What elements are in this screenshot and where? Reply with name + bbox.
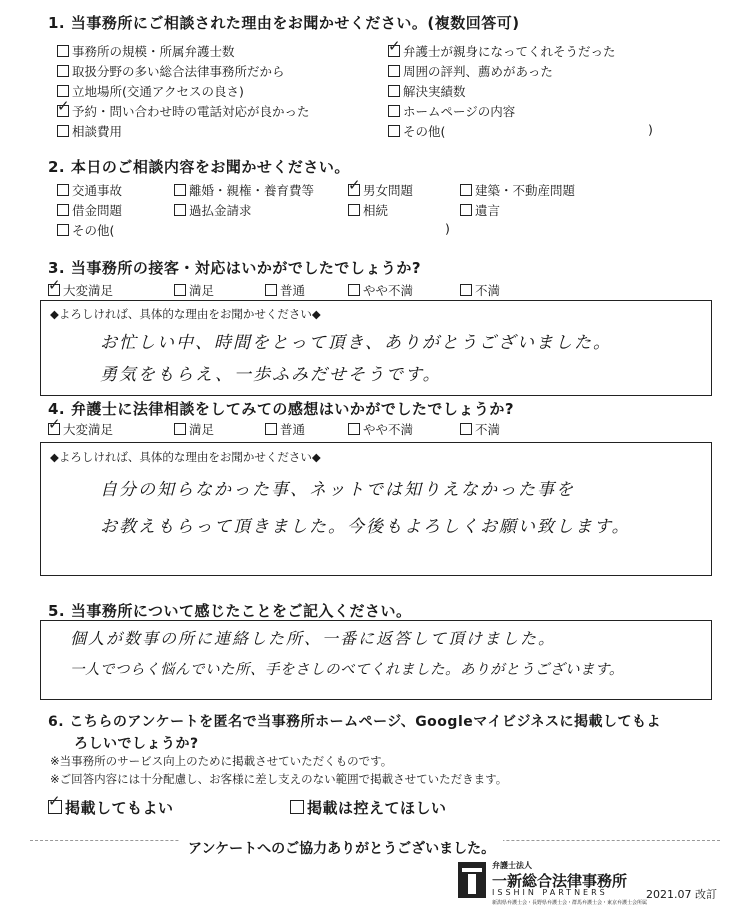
q2-option-overpayment[interactable] <box>174 201 252 219</box>
q1-option-other[interactable] <box>388 122 445 140</box>
checkbox-icon[interactable] <box>57 224 69 236</box>
q3-hint: ◆よろしければ、具体的な理由をお聞かせください◆ <box>50 307 321 321</box>
option-label: 解決実績数 <box>403 84 466 99</box>
q4-option-satisfied[interactable] <box>174 420 214 438</box>
option-label: 掲載は控えてほしい <box>307 799 447 817</box>
q1-option-results[interactable] <box>388 82 466 100</box>
checkbox-icon[interactable] <box>174 423 186 435</box>
q5-answer-line-2: 一人でつらく悩んでいた所、手をさしのべてくれました。ありがとうございます。 <box>70 662 624 678</box>
q1-option-homepage[interactable] <box>388 102 515 120</box>
option-label: 大変満足 <box>63 422 114 437</box>
checkbox-icon[interactable] <box>174 204 186 216</box>
option-label: 借金問題 <box>72 203 123 218</box>
checkbox-icon[interactable] <box>265 284 277 296</box>
option-label: やや不満 <box>363 283 414 298</box>
option-label: 周囲の評判、薦めがあった <box>403 64 553 79</box>
option-label: 男女問題 <box>363 183 414 198</box>
q1-other-close: ) <box>648 122 653 137</box>
checkbox-icon[interactable] <box>57 85 69 97</box>
checkbox-checked-icon[interactable] <box>348 184 360 196</box>
q4-answer-line-2: お教えもらって頂きました。今後もよろしくお願い致します。 <box>100 517 631 537</box>
option-label: 普通 <box>280 422 306 437</box>
q4-option-neutral[interactable] <box>265 420 305 438</box>
checkbox-icon[interactable] <box>290 800 304 814</box>
checkbox-icon[interactable] <box>388 65 400 77</box>
option-label: 事務所の規模・所属弁護士数 <box>72 44 235 59</box>
q3-option-neutral[interactable] <box>265 281 305 299</box>
revision-date: 2021.07 改訂 <box>646 888 717 901</box>
q2-option-other[interactable] <box>57 221 114 239</box>
option-label: 満足 <box>189 422 215 437</box>
option-label: 相続 <box>363 203 389 218</box>
option-label: 弁護士が親身になってくれそうだった <box>403 44 616 59</box>
option-label: 相談費用 <box>72 124 123 139</box>
checkbox-icon[interactable] <box>348 204 360 216</box>
checkbox-checked-icon[interactable] <box>48 800 62 814</box>
option-label: その他( <box>403 124 446 139</box>
option-label: 遺言 <box>475 203 501 218</box>
checkbox-icon[interactable] <box>57 125 69 137</box>
checkbox-icon[interactable] <box>57 65 69 77</box>
firm-name: 一新総合法律事務所 <box>492 872 628 890</box>
option-label: 取扱分野の多い総合法律事務所だから <box>72 64 285 79</box>
option-label: 建築・不動産問題 <box>475 183 576 198</box>
q2-option-relationship[interactable] <box>348 181 413 199</box>
q3-option-very-satisfied[interactable] <box>48 281 113 299</box>
option-label: 大変満足 <box>63 283 114 298</box>
q1-title: 1. 当事務所にご相談された理由をお聞かせください。(複数回答可) <box>48 14 520 32</box>
q1-option-reputation[interactable] <box>388 62 553 80</box>
option-label: 不満 <box>475 422 501 437</box>
checkbox-icon[interactable] <box>174 284 186 296</box>
firm-logo-icon <box>458 862 486 898</box>
q3-option-satisfied[interactable] <box>174 281 214 299</box>
checkbox-icon[interactable] <box>388 125 400 137</box>
q4-option-somewhat-dissatisfied[interactable] <box>348 420 413 438</box>
checkbox-icon[interactable] <box>388 85 400 97</box>
checkbox-icon[interactable] <box>57 204 69 216</box>
q2-option-divorce[interactable] <box>174 181 314 199</box>
q2-option-will[interactable] <box>460 201 500 219</box>
checkbox-checked-icon[interactable] <box>57 105 69 117</box>
q2-option-debt[interactable] <box>57 201 122 219</box>
q1-option-location[interactable] <box>57 82 244 100</box>
option-label: 掲載してもよい <box>65 799 174 817</box>
checkbox-icon[interactable] <box>460 184 472 196</box>
checkbox-icon[interactable] <box>57 45 69 57</box>
checkbox-icon[interactable] <box>460 204 472 216</box>
logo-small-text: 弁護士法人 <box>492 861 532 870</box>
q2-option-inheritance[interactable] <box>348 201 388 219</box>
firm-name-en: ISSHIN PARTNERS <box>492 888 608 897</box>
q4-title: 4. 弁護士に法律相談をしてみての感想はいかがでしたでしょうか? <box>48 400 515 418</box>
q5-answer-line-1: 個人が数事の所に連絡した所、一番に返答して頂けました。 <box>70 629 557 648</box>
q3-answer-line-2: 勇気をもらえ、一歩ふみだせそうです。 <box>100 365 442 385</box>
q3-answer-line-1: お忙しい中、時間をとって頂き、ありがとうございました。 <box>100 333 612 353</box>
option-label: やや不満 <box>363 422 414 437</box>
q6-option-decline[interactable] <box>290 797 447 818</box>
q2-title: 2. 本日のご相談内容をお聞かせください。 <box>48 158 350 176</box>
q4-option-very-satisfied[interactable] <box>48 420 113 438</box>
q2-other-close: ) <box>445 221 450 236</box>
option-label: 普通 <box>280 283 306 298</box>
q6-note-2: ※ご回答内容には十分配慮し、お客様に差し支えのない範囲で掲載させていただきます。 <box>50 772 508 786</box>
q1-option-general[interactable] <box>57 62 285 80</box>
q2-option-traffic[interactable] <box>57 181 122 199</box>
checkbox-icon[interactable] <box>348 423 360 435</box>
checkbox-icon[interactable] <box>348 284 360 296</box>
checkbox-icon[interactable] <box>57 184 69 196</box>
option-label: 過払金請求 <box>189 203 252 218</box>
q6-title-line-1: 6. こちらのアンケートを匿名で当事務所ホームページ、Googleマイビジネスに掲載してもよ <box>48 714 662 730</box>
option-label: 予約・問い合わせ時の電話対応が良かった <box>72 104 310 119</box>
checkbox-checked-icon[interactable] <box>48 284 60 296</box>
q2-option-realestate[interactable] <box>460 181 575 199</box>
checkbox-checked-icon[interactable] <box>388 45 400 57</box>
q4-hint: ◆よろしければ、具体的な理由をお聞かせください◆ <box>50 450 321 464</box>
q6-option-ok[interactable] <box>48 797 174 818</box>
option-label: 不満 <box>475 283 501 298</box>
checkbox-icon[interactable] <box>388 105 400 117</box>
option-label: 立地場所(交通アクセスの良さ) <box>72 84 244 99</box>
checkbox-icon[interactable] <box>174 184 186 196</box>
option-label: 離婚・親権・養育費等 <box>189 183 315 198</box>
q1-option-scale[interactable] <box>57 42 235 60</box>
q3-option-somewhat-dissatisfied[interactable] <box>348 281 413 299</box>
option-label: 交通事故 <box>72 183 123 198</box>
q3-option-dissatisfied[interactable] <box>460 281 500 299</box>
q1-option-phone[interactable] <box>57 102 310 120</box>
option-label: 満足 <box>189 283 215 298</box>
q6-note-1: ※当事務所のサービス向上のために掲載させていただくものです。 <box>50 754 393 768</box>
option-label: ホームページの内容 <box>403 104 516 119</box>
q1-option-fee[interactable] <box>57 122 122 140</box>
q6-title-line-2: ろしいでしょうか? <box>74 736 199 752</box>
q3-title: 3. 当事務所の接客・対応はいかがでしたでしょうか? <box>48 259 422 277</box>
checkbox-icon[interactable] <box>265 423 277 435</box>
q4-answer-line-1: 自分の知らなかった事、ネットでは知りえなかった事を <box>100 480 575 500</box>
checkbox-icon[interactable] <box>460 423 472 435</box>
q4-option-dissatisfied[interactable] <box>460 420 500 438</box>
q1-option-lawyer[interactable] <box>388 42 616 60</box>
checkbox-icon[interactable] <box>460 284 472 296</box>
option-label: その他( <box>72 223 115 238</box>
firm-affiliation: 新潟県弁護士会・長野県弁護士会・群馬弁護士会・東京弁護士会所属 <box>492 900 648 906</box>
q5-title: 5. 当事務所について感じたことをご記入ください。 <box>48 602 412 620</box>
checkbox-checked-icon[interactable] <box>48 423 60 435</box>
thanks-message: アンケートへのご協力ありがとうございました。 <box>180 838 503 858</box>
